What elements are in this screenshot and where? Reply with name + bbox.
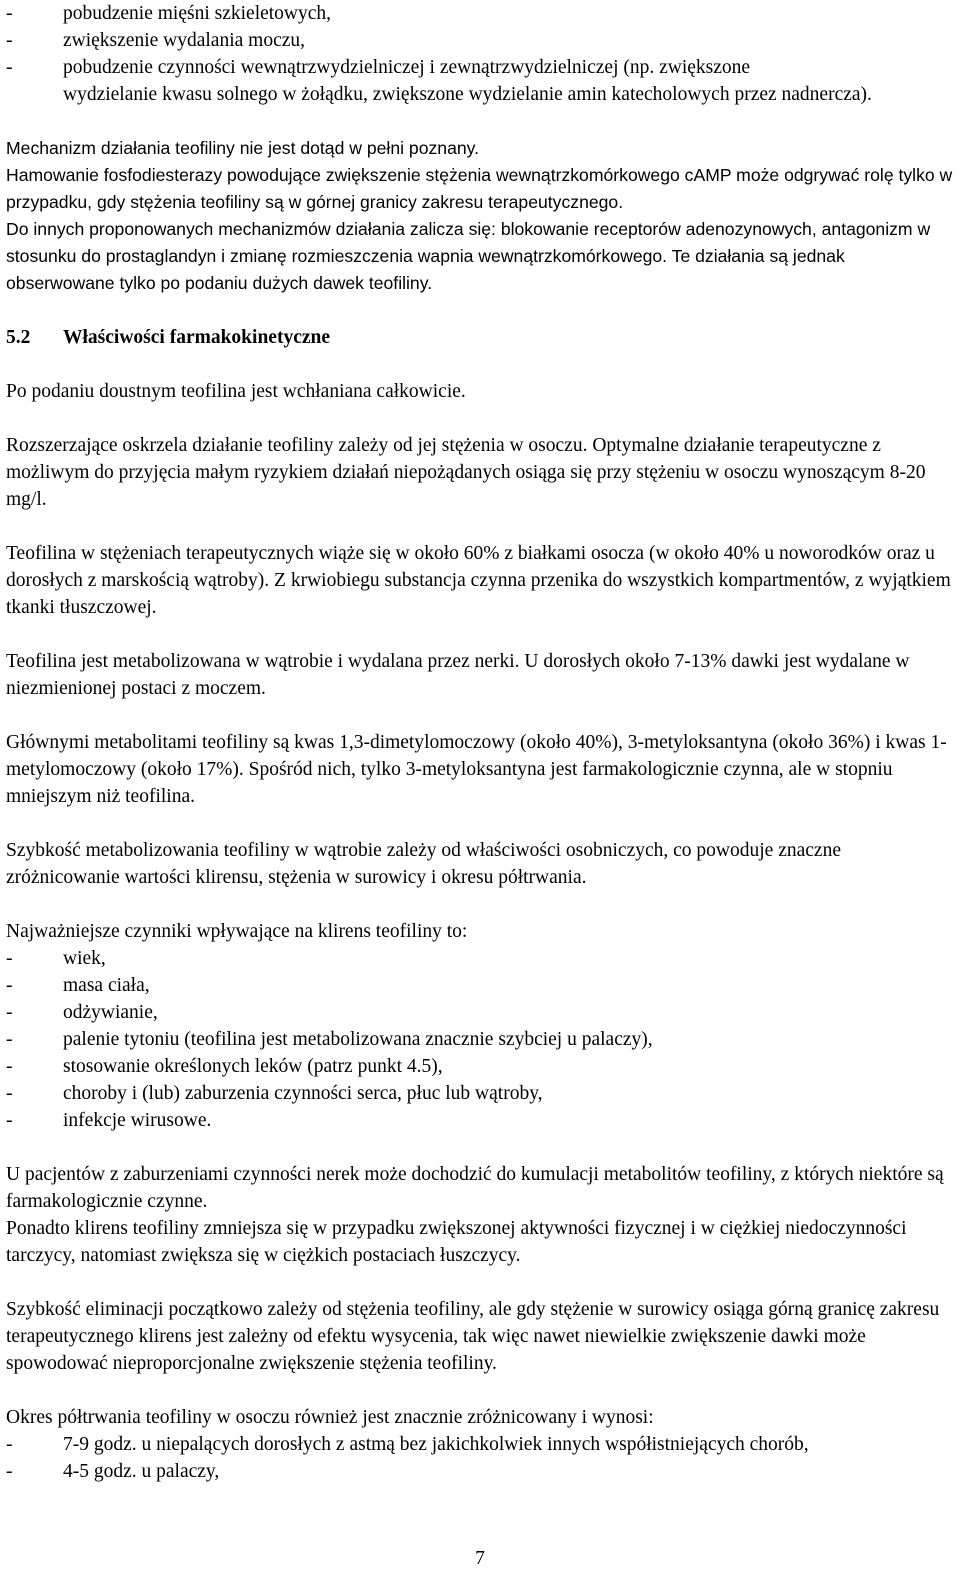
dash-bullet: - (6, 1002, 13, 1023)
section-title: Właściwości farmakokinetyczne (63, 327, 331, 348)
document-page (6, 0, 954, 1485)
list-item: - pobudzenie mięśni szkieletowych, (6, 0, 954, 27)
clearance-factors-list (6, 945, 954, 1134)
dash-bullet: - (6, 1029, 13, 1050)
list-item: - wiek, (6, 945, 954, 972)
list-item: - pobudzenie czynności wewnątrzwydzielniczej i zewnątrzwydzielniczej (np. zwiększone (6, 54, 954, 81)
list-item: - odżywianie, (6, 999, 954, 1026)
paragraph-elimination: Szybkość eliminacji początkowo zależy od stężenia teofiliny, ale gdy stężenie w surowicy osiąga górną granicę zakresu terapeutycznego klirens jest zależny od efektu wysycenia, tak więc nawet niewielkie zwiększenie dawki może spowodować nieproporcjonalne zwiększenie stężenia teofiliny. (6, 1299, 940, 1374)
dash-bullet: - (6, 1056, 13, 1077)
dash-bullet: - (6, 975, 13, 996)
mechanism-pde: Hamowanie fosfodiesterazy powodujące zwiększenie stężenia wewnątrzkomórkowego cAMP może odgrywać rolę tylko w przypadku, gdy stężenia teofiliny są w górnej granicy zakresu terapeutycznego. (6, 165, 953, 212)
list-item-continuation: wydzielanie kwasu solnego w żołądku, zwiększone wydzielanie amin katecholowych przez nadnercza). (63, 84, 872, 105)
dash-bullet: - (6, 3, 13, 24)
dash-bullet: - (6, 948, 13, 969)
halflife-intro: Okres półtrwania teofiliny w osoczu również jest znacznie zróżnicowany i wynosi: (6, 1407, 654, 1428)
paragraph-metabolites: Głównymi metabolitami teofiliny są kwas 1,3-dimetylomoczowy (około 40%), 3-metyloksantyna (około 36%) i kwas 1-metylomoczowy (około 17%). Spośród nich, tylko 3-metyloksantyna jest farmakologicznie czynna, ale w stopniu mniejszym niż teofilina. (6, 732, 947, 807)
dash-bullet: - (6, 30, 13, 51)
page-number: 7 (475, 1548, 485, 1569)
factors-intro: Najważniejsze czynniki wpływające na klirens teofiliny to: (6, 921, 468, 942)
list-item: - infekcje wirusowe. (6, 1107, 954, 1134)
list-item: - 7-9 godz. u niepalących dorosłych z astmą bez jakichkolwiek innych współistniejących chorób, (6, 1431, 954, 1458)
paragraph-protein-binding: Teofilina w stężeniach terapeutycznych wiąże się w około 60% z białkami osocza (w około 40% u noworodków oraz u dorosłych z marskością wątroby). Z krwiobiegu substancja czynna przenika do wszystkich kompartmentów, z wyjątkiem tkanki tłuszczowej. (6, 543, 951, 618)
list-item: - palenie tytoniu (teofilina jest metabolizowana znacznie szybciej u palaczy), (6, 1026, 954, 1053)
section-number: 5.2 (6, 327, 31, 348)
section-heading (6, 324, 954, 351)
halflife-list (6, 1431, 954, 1485)
paragraph-metabolism: Teofilina jest metabolizowana w wątrobie i wydalana przez nerki. U dorosłych około 7-13% dawki jest wydalane w niezmienionej postaci z moczem. (6, 651, 910, 699)
dash-bullet: - (6, 1434, 13, 1455)
mechanism-block (6, 135, 954, 297)
paragraph-metabolism-rate: Szybkość metabolizowania teofiliny w wątrobie zależy od właściwości osobniczych, co powoduje znaczne zróżnicowanie wartości klirensu, stężenia w surowicy i okresu półtrwania. (6, 840, 841, 888)
list-item: - masa ciała, (6, 972, 954, 999)
list-item: - zwiększenie wydalania moczu, (6, 27, 954, 54)
paragraph-activity: Ponadto klirens teofiliny zmniejsza się w przypadku zwiększonej aktywności fizycznej i w ciężkiej niedoczynności tarczycy, natomiast zwiększa się w ciężkich postaciach łuszczycy. (6, 1218, 907, 1266)
list-item: - choroby i (lub) zaburzenia czynności serca, płuc lub wątroby, (6, 1080, 954, 1107)
list-item: - stosowanie określonych leków (patrz punkt 4.5), (6, 1053, 954, 1080)
dash-bullet: - (6, 1083, 13, 1104)
mechanism-other: Do innych proponowanych mechanizmów działania zalicza się: blokowanie receptorów adenozynowych, antagonizm w stosunku do prostaglandyn i zmianę rozmieszczenia wapnia wewnątrzkomórkowego. Te działania są jednak obserwowane tylko po podaniu dużych dawek teofiliny. (6, 219, 931, 293)
dash-bullet: - (6, 1110, 13, 1131)
list-item: - 4-5 godz. u palaczy, (6, 1458, 954, 1485)
paragraph-bronchodilation: Rozszerzające oskrzela działanie teofiliny zależy od jej stężenia w osoczu. Optymalne działanie terapeutyczne z możliwym do przyjęcia małym ryzykiem działań niepożądanych osiąga się przy stężeniu w osoczu wynoszącym 8-20 mg/l. (6, 435, 926, 510)
dash-bullet: - (6, 57, 13, 78)
top-effects-list (6, 0, 954, 81)
paragraph-absorption: Po podaniu doustnym teofilina jest wchłaniana całkowicie. (6, 381, 466, 402)
paragraph-renal: U pacjentów z zaburzeniami czynności nerek może dochodzić do kumulacji metabolitów teofiliny, z których niektóre są farmakologicznie czynne. (6, 1164, 944, 1212)
mechanism-intro: Mechanizm działania teofiliny nie jest dotąd w pełni poznany. (6, 138, 480, 158)
dash-bullet: - (6, 1461, 13, 1482)
